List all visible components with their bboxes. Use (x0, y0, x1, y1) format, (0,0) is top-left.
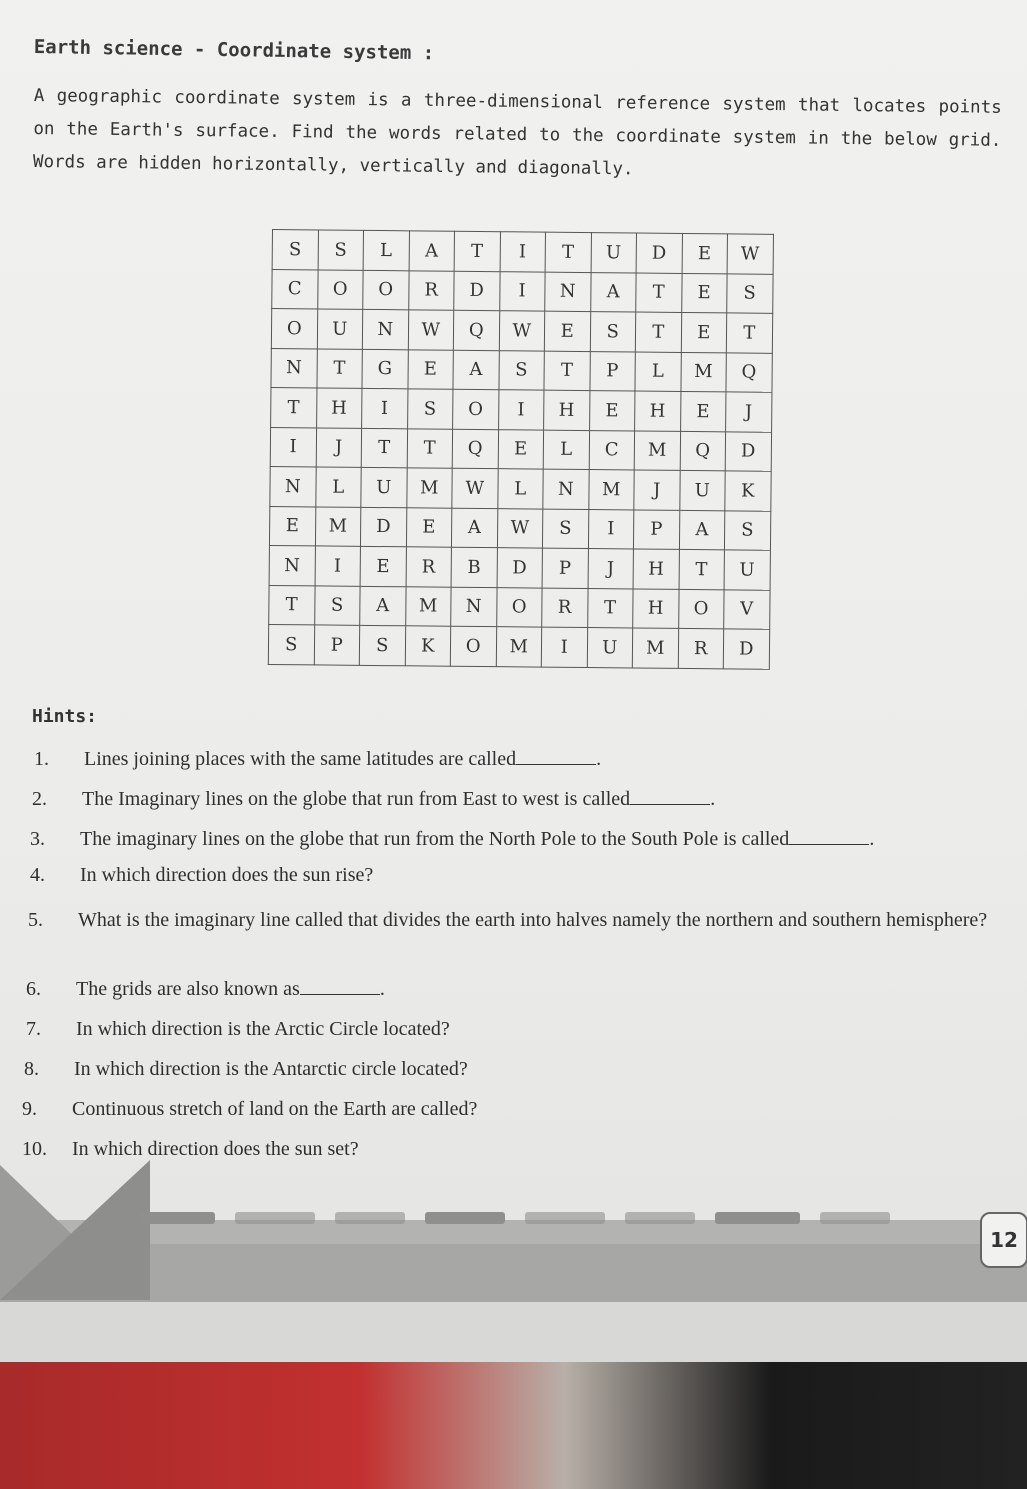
grid-cell: H (316, 388, 362, 428)
grid-cell: C (272, 269, 318, 309)
answer-blank[interactable] (630, 788, 710, 805)
hint-text: What is the imaginary line called that divides the earth into halves namely the northern and southern hemisphere? (78, 909, 988, 931)
grid-cell: L (635, 351, 681, 391)
grid-cell: L (363, 230, 409, 270)
grid-row (272, 269, 773, 313)
grid-cell: P (314, 625, 360, 665)
grid-cell: E (589, 391, 635, 431)
grid-cell: D (497, 548, 543, 588)
grid-cell: S (407, 389, 453, 429)
grid-cell: E (407, 349, 453, 389)
word-search-grid (268, 229, 774, 669)
hint-number: 3. (30, 828, 45, 850)
grid-cell: A (451, 508, 497, 548)
grid-cell: Q (726, 352, 772, 392)
answer-blank[interactable] (789, 828, 869, 845)
grid-cell: O (363, 270, 409, 310)
grid-cell: W (727, 234, 773, 274)
grid-cell: O (453, 389, 499, 429)
grid-cell: L (315, 467, 361, 507)
grid-cell: M (405, 586, 451, 626)
grid-cell: P (542, 548, 588, 588)
hint-item (30, 828, 874, 851)
grid-cell: S (727, 273, 773, 313)
hint-item (22, 1138, 359, 1161)
grid-cell: T (587, 588, 633, 628)
grid-cell: T (407, 428, 453, 468)
grid-cell: I (362, 388, 408, 428)
grid-cell: E (406, 507, 452, 547)
grid-cell: R (408, 270, 454, 310)
footer-decoration-accent (0, 1160, 150, 1300)
grid-cell: R (542, 588, 588, 628)
answer-blank[interactable] (300, 978, 380, 995)
grid-cell: E (681, 312, 727, 352)
grid-cell: K (725, 471, 771, 511)
grid-cell: E (680, 391, 726, 431)
hint-number: 1. (34, 748, 49, 770)
grid-cell: M (406, 468, 452, 508)
hint-item (34, 748, 601, 771)
grid-cell: E (360, 546, 406, 586)
hint-text: In which direction is the Arctic Circle located? (76, 1018, 450, 1040)
grid-row (269, 506, 770, 550)
grid-cell: O (271, 309, 317, 349)
grid-cell: N (451, 587, 497, 627)
grid-cell: S (359, 625, 405, 665)
answer-blank[interactable] (516, 748, 596, 765)
grid-cell: I (499, 271, 545, 311)
hint-number: 5. (28, 909, 43, 931)
grid-cell: T (361, 428, 407, 468)
grid-cell: T (544, 351, 590, 391)
grid-cell: I (270, 427, 316, 467)
grid-cell: K (405, 626, 451, 666)
grid-cell: Q (680, 431, 726, 471)
hint-number: 2. (32, 788, 47, 810)
grid-cell: C (589, 430, 635, 470)
grid-cell: W (497, 508, 543, 548)
hint-item (26, 978, 385, 1001)
grid-cell: H (633, 588, 679, 628)
grid-row (269, 585, 770, 629)
hint-number: 4. (30, 864, 45, 886)
hint-number: 7. (26, 1018, 41, 1040)
grid-cell: G (362, 349, 408, 389)
grid-cell: S (590, 312, 636, 352)
grid-row (269, 545, 770, 589)
grid-cell: N (269, 545, 315, 585)
grid-cell: L (543, 430, 589, 470)
grid-cell: T (316, 348, 362, 388)
grid-cell: I (498, 390, 544, 430)
grid-cell: A (679, 510, 725, 550)
grid-cell: M (634, 430, 680, 470)
grid-cell: S (498, 350, 544, 390)
grid-cell: L (497, 469, 543, 509)
grid-cell: B (451, 547, 497, 587)
grid-cell: I (588, 509, 634, 549)
grid-cell: H (544, 390, 590, 430)
grid-cell: D (636, 233, 682, 273)
grid-cell: N (270, 466, 316, 506)
grid-cell: D (360, 507, 406, 547)
footer-dash (140, 1212, 215, 1224)
grid-cell: U (361, 467, 407, 507)
background-cloth (0, 1362, 1027, 1489)
grid-cell: M (315, 506, 361, 546)
grid-cell: J (726, 392, 772, 432)
grid-cell: M (496, 627, 542, 667)
footer-dash (625, 1212, 695, 1224)
grid-cell: E (544, 311, 590, 351)
grid-cell: D (454, 271, 500, 311)
hint-number: 10. (22, 1138, 47, 1160)
grid-cell: O (317, 269, 363, 309)
grid-cell: W (452, 468, 498, 508)
grid-cell: S (314, 585, 360, 625)
grid-cell: P (589, 351, 635, 391)
hint-text: In which direction is the Antarctic circle located? (74, 1058, 468, 1080)
grid-cell: R (406, 547, 452, 587)
hint-item (26, 1018, 450, 1041)
grid-cell: I (500, 232, 546, 272)
grid-cell: J (316, 427, 362, 467)
grid-row (271, 309, 772, 353)
grid-cell: Q (452, 429, 498, 469)
grid-cell: U (679, 470, 725, 510)
grid-cell: S (272, 230, 318, 270)
grid-cell: U (317, 309, 363, 349)
hint-text: The grids are also known as (76, 978, 300, 1000)
grid-cell: Q (453, 310, 499, 350)
grid-cell: O (678, 589, 724, 629)
footer-dash (235, 1212, 315, 1224)
hint-item (24, 1058, 468, 1081)
grid-cell: U (587, 628, 633, 668)
grid-cell: M (632, 628, 678, 668)
grid-cell: P (633, 509, 679, 549)
footer-dash (425, 1212, 505, 1224)
grid-row (271, 348, 772, 392)
hint-end-punct: . (710, 788, 716, 810)
grid-cell: E (681, 273, 727, 313)
grid-cell: A (409, 231, 455, 271)
grid-cell: T (269, 585, 315, 625)
grid-cell: O (450, 626, 496, 666)
hint-text: Continuous stretch of land on the Earth are called? (72, 1098, 478, 1120)
footer-dash (335, 1212, 405, 1224)
grid-cell: W (408, 310, 454, 350)
grid-cell: R (678, 628, 724, 668)
grid-row (270, 466, 771, 510)
intro-paragraph: A geographic coordinate system is a three-dimensional reference system that locates points on the Earth's surface. Find the words related to the coordinate system in the below grid. Words are hidden horizontally, vertically and diagonally. (32, 85, 1002, 180)
hints-heading: Hints: (32, 706, 98, 727)
hint-item (32, 788, 715, 811)
grid-cell: T (454, 231, 500, 271)
grid-cell: D (723, 629, 769, 669)
grid-cell: E (682, 233, 728, 273)
footer-band-lower (0, 1244, 1027, 1302)
hint-item (22, 1098, 477, 1121)
grid-cell: T (726, 313, 772, 353)
hint-text: Lines joining places with the same latitudes are called (84, 748, 517, 770)
grid-row (270, 427, 771, 471)
footer-dash (715, 1212, 800, 1224)
grid-cell: N (545, 272, 591, 312)
hint-item (28, 904, 1008, 936)
grid-cell: H (633, 549, 679, 589)
grid-cell: M (680, 352, 726, 392)
grid-cell: T (679, 549, 725, 589)
grid-cell: J (634, 470, 680, 510)
grid-cell: E (269, 506, 315, 546)
hint-number: 9. (22, 1098, 37, 1120)
hint-number: 8. (24, 1058, 39, 1080)
hint-text: In which direction does the sun rise? (80, 864, 374, 886)
grid-cell: I (541, 627, 587, 667)
grid-cell: J (588, 549, 634, 589)
grid-cell: I (315, 546, 361, 586)
grid-cell: T (271, 387, 317, 427)
footer-dash (820, 1212, 890, 1224)
hint-text: The imaginary lines on the globe that run from the North Pole to the South Pole is called (80, 828, 790, 850)
grid-row (272, 230, 773, 274)
grid-row (268, 624, 769, 668)
grid-cell: O (496, 587, 542, 627)
hint-item (30, 864, 373, 887)
hint-text: In which direction does the sun set? (72, 1138, 359, 1160)
grid-cell: V (724, 589, 770, 629)
grid-cell: S (318, 230, 364, 270)
grid-cell: U (724, 550, 770, 590)
grid-cell: S (724, 510, 770, 550)
paper-edge (0, 1302, 1027, 1362)
grid-cell: N (543, 469, 589, 509)
hint-end-punct: . (869, 828, 875, 850)
hint-end-punct: . (379, 978, 385, 1000)
hint-number: 6. (26, 978, 41, 1000)
grid-cell: D (725, 431, 771, 471)
grid-cell: T (635, 312, 681, 352)
grid-cell: E (498, 429, 544, 469)
page-number-badge: 12 (980, 1212, 1027, 1268)
grid-cell: T (545, 232, 591, 272)
grid-cell: A (453, 350, 499, 390)
grid-cell: A (590, 272, 636, 312)
grid-cell: T (636, 272, 682, 312)
footer-dash (525, 1212, 605, 1224)
grid-cell: M (588, 470, 634, 510)
grid-cell: U (591, 233, 637, 273)
grid-cell: A (360, 586, 406, 626)
page-title: Earth science - Coordinate system : (33, 36, 435, 65)
grid-row (271, 387, 772, 431)
grid-cell: N (362, 309, 408, 349)
hint-text: The Imaginary lines on the globe that run from East to west is called (82, 788, 631, 810)
hint-end-punct: . (596, 748, 602, 770)
grid-cell: H (635, 391, 681, 431)
grid-cell: W (499, 311, 545, 351)
grid-cell: N (271, 348, 317, 388)
grid-cell: S (542, 509, 588, 549)
grid-cell: S (268, 624, 314, 664)
